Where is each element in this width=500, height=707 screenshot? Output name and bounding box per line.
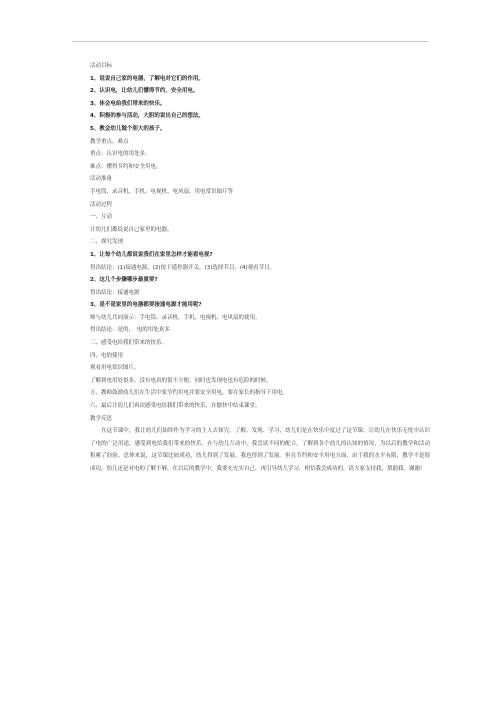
text-line: 得出结论：是的， 电的用处真多	[90, 327, 170, 334]
text-line: 2、认识电，让幼儿们懂得节约、安全用电。	[90, 88, 199, 95]
header-rule	[72, 41, 428, 42]
text-line: 二、探究发现	[90, 239, 124, 246]
text-line: 活动过程	[90, 201, 113, 208]
text-line: 三、感受电给我们带来的快乐。	[90, 340, 168, 347]
text-line: 2、这几个步骤哪步最重要?	[90, 277, 158, 284]
text-line: 活动目标	[90, 63, 113, 69]
text-line: 得出结论：接通电源	[90, 289, 140, 296]
document-body	[90, 60, 430, 476]
reflection-paragraph: 在这节课中，我让幼儿们始终作为学习的主人去探究、了解、发现、学习，幼儿们是在快乐中度过了这节课。让幼儿在快乐无忧中认识了电的广泛用途，感受到电给我们带来的快乐。在与幼儿互动中，我尝试不同的配合，了解到各个幼儿的认知的情况，为以后的教学和活动积累了经验。总体来说，这节课比较成功，幼儿得到了发展，我也得到了发展。但在节约和安全用电方面，由于我的水平有限，教学不是很成功，幼儿还是对电的了解不够，在以后的教学中，我要充充实自己，再引导幼儿学习，相信我会成功的，请大家支持我，帮助我。谢谢!	[90, 428, 430, 472]
text-line: 得出结论：(1)接通电源，(2)按下遥控器开关，(3)选择节目，(4)观看节目。	[90, 264, 276, 271]
text-line: 4、积极的参与活动，大胆的说出自己的想法。	[90, 113, 204, 120]
text-line: 让幼儿们都说说自己家里的电器。	[90, 226, 173, 233]
text-line: 5、教会幼儿做个胆大的孩子。	[90, 125, 166, 132]
text-line: 四、电的使用	[90, 352, 124, 359]
text-line: 五、教师鼓励幼儿们在生活中要节约用电并要安全用电，要在家长的指导下用电。	[90, 390, 289, 397]
text-line: 六、最后让幼儿们再次感受电给我们带来的快乐，在愉快中结束课堂。	[90, 403, 261, 410]
text-line: 教学反思	[90, 415, 113, 422]
text-line: 了解到电用处很多，没有电真的很不方便，同时也发现电也有危险的时候。	[90, 377, 272, 384]
text-line: 1、让每个幼儿都说说我们在家里怎样才能看电视?	[90, 251, 213, 258]
text-line: 难点：懂得节约和安全用电。	[90, 163, 162, 170]
text-line: 一、互动	[90, 214, 113, 221]
text-line: 教学重点、难点	[90, 138, 129, 145]
text-line: 1、说说自己家的电器，了解电对它们的作用。	[90, 75, 204, 82]
text-line: 师与幼儿共同演示：手电筒、录音机、手机、电视机、电风扇的使用。	[90, 314, 261, 321]
text-line: 手电筒、录音机、手机、电视机、电风扇、用电常识图片等	[90, 188, 234, 195]
text-line: 观看用电常识图片。	[90, 365, 140, 372]
text-line: 3、是不是家里的电器都要接通电源才能用呢?	[90, 302, 202, 309]
text-line: 活动准备	[90, 176, 113, 183]
text-line: 3、体会电给我们带来的快乐。	[90, 100, 166, 107]
text-line: 重点：认识电的用处多。	[90, 151, 151, 158]
